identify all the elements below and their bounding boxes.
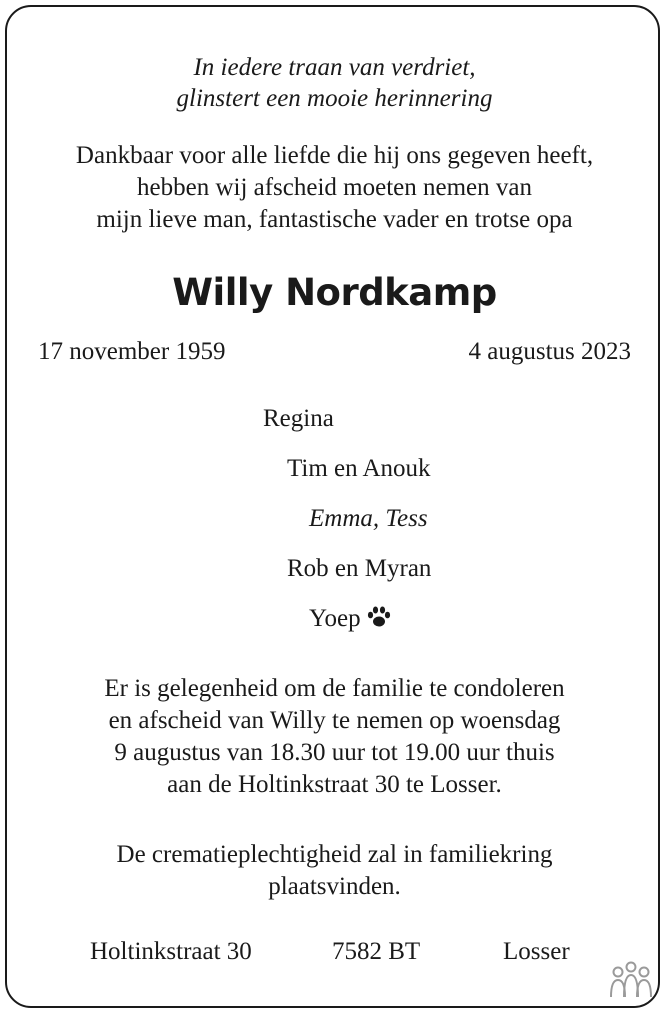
condolence-line-1: Er is gelegenheid om de familie te condoleren: [104, 675, 565, 702]
family-grandchildren: Emma, Tess: [309, 505, 428, 532]
intro-line-1: Dankbaar voor alle liefde die hij ons gegeven heeft,: [75, 142, 594, 169]
intro-line-3: mijn lieve man, fantastische vader en trotse opa: [96, 206, 573, 233]
quote-line-1: In iedere traan van verdriet,: [193, 54, 476, 81]
intro-line-2: hebben wij afscheid moeten nemen van: [137, 174, 532, 201]
quote-line-2: glinstert een mooie herinnering: [176, 85, 493, 112]
family-child-1: Tim en Anouk: [287, 455, 431, 482]
cremation-line-1: De crematieplechtigheid zal in familiekring: [116, 841, 553, 868]
family-pet-line: [309, 605, 391, 635]
condolence-line-3: 9 augustus van 18.30 uur tot 19.00 uur thuis: [114, 739, 555, 766]
address-postcode: 7582 BT: [332, 938, 421, 965]
deceased-name: Willy Nordkamp: [172, 271, 497, 314]
address-street: Holtinkstraat 30: [90, 938, 252, 965]
condolence-line-2: en afscheid van Willy te nemen op woensdag: [108, 707, 561, 734]
cremation-line-2: plaatsvinden.: [268, 873, 401, 900]
family-child-2: Rob en Myran: [287, 555, 432, 582]
birth-date: 17 november 1959: [38, 338, 226, 365]
family-pet: Yoep: [309, 605, 361, 632]
family-spouse: Regina: [263, 405, 334, 432]
paw-icon: [367, 606, 391, 635]
condolence-line-4: aan de Holtinkstraat 30 te Losser.: [167, 771, 502, 798]
family-logo-icon: [608, 960, 654, 1005]
death-date: 4 augustus 2023: [468, 338, 631, 365]
address-city: Losser: [503, 938, 570, 965]
